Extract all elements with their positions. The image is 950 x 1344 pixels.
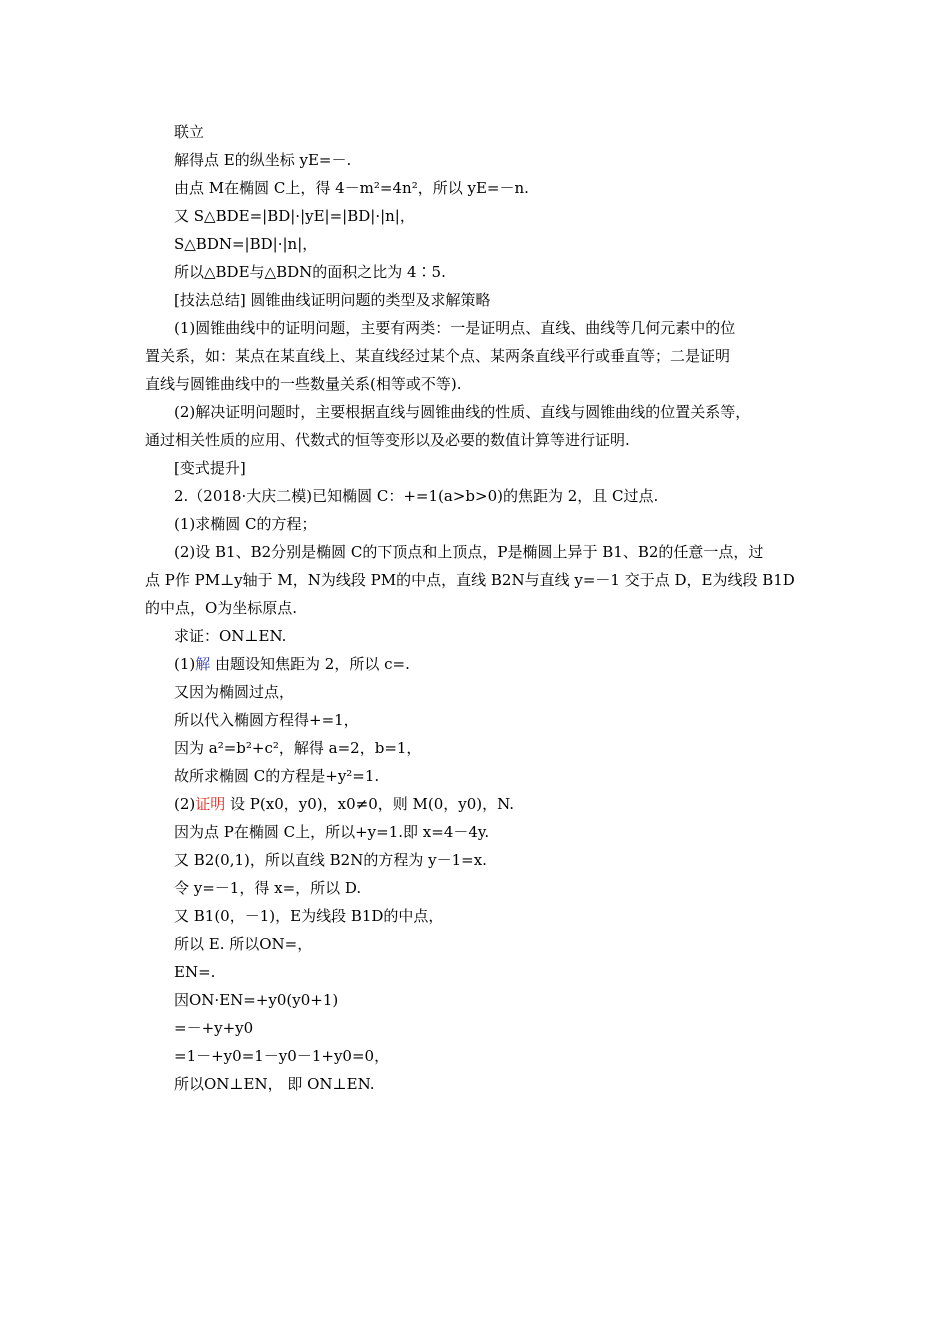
text-line: 置关系，如：某点在某直线上、某直线经过某个点、某两条直线平行或垂直等；二是证明	[145, 347, 731, 365]
text-line: (1)圆锥曲线中的证明问题，主要有两类：一是证明点、直线、曲线等几何元素中的位	[174, 319, 736, 337]
text-line: 所以△BDE与△BDN的面积之比为 4∶5.	[174, 263, 446, 281]
text-line: 令 y=－1，得 x=，所以 D.	[174, 879, 362, 897]
text-line: 的中点，O为坐标原点.	[145, 599, 298, 617]
text-line: 直线与圆锥曲线中的一些数量关系(相等或不等).	[145, 375, 462, 393]
text-line: [变式提升]	[174, 459, 246, 477]
text-line: 又 B1(0，－1)，E为线段 B1D的中点，	[174, 907, 444, 925]
text-line	[174, 654, 410, 674]
text-line: 因ON·EN=+y0(y0+1)	[174, 991, 339, 1009]
text-line: (2)解决证明问题时，主要根据直线与圆锥曲线的性质、直线与圆锥曲线的位置关系等，	[174, 403, 751, 421]
text-line: S△BDN=|BD|·|n|，	[174, 235, 318, 253]
text-line: 2.（2018·大庆二模)已知椭圆 C：+=1(a>b>0)的焦距为 2，且 C过点.	[174, 487, 659, 505]
text-line: (1)求椭圆 C的方程；	[174, 515, 317, 533]
text-line: 所以代入椭圆方程得+=1，	[174, 711, 359, 729]
text-line: 又 B2(0,1)，所以直线 B2N的方程为 y－1=x.	[174, 851, 487, 869]
text-line: 因为点 P在椭圆 C上，所以+y=1.即 x=4－4y.	[174, 823, 490, 841]
text-line: 又因为椭圆过点，	[174, 683, 295, 701]
line-prefix: (2)	[174, 795, 196, 813]
answer-tag: 解	[195, 655, 211, 673]
text-line: 通过相关性质的应用、代数式的恒等变形以及必要的数值计算等进行证明.	[145, 431, 630, 449]
text-line	[174, 794, 514, 814]
text-line: 又 S△BDE=|BD|·|yE|=|BD|·|n|，	[174, 207, 415, 225]
text-line: EN=.	[174, 963, 216, 981]
text-line: 由点 M在椭圆 C上，得 4－m²=4n²，所以 yE=－n.	[174, 179, 529, 197]
text-line: 所以 E. 所以ON=，	[174, 935, 313, 953]
text-line: 解得点 E的纵坐标 yE=－.	[174, 151, 352, 169]
text-line: 求证：ON⊥EN.	[174, 627, 287, 645]
text-line: 故所求椭圆 C的方程是+y²=1.	[174, 767, 380, 785]
line-prefix: (1)	[174, 655, 196, 673]
answer-tag: 证明	[195, 795, 226, 813]
text-line: [技法总结] 圆锥曲线证明问题的类型及求解策略	[174, 291, 491, 309]
text-line: =1－+y0=1－y0－1+y0=0，	[174, 1047, 390, 1065]
text-line: 所以ON⊥EN， 即 ON⊥EN.	[174, 1075, 375, 1093]
text-line: 因为 a²=b²+c²，解得 a=2，b=1，	[174, 739, 422, 757]
text-line: =－+y+y0	[174, 1019, 254, 1037]
line-rest: 由题设知焦距为 2，所以 c=.	[210, 655, 410, 673]
line-rest: 设 P(x0，y0)，x0≠0，则 M(0，y0)，N.	[225, 795, 515, 813]
text-line: 点 P作 PM⊥y轴于 M，N为线段 PM的中点，直线 B2N与直线 y=－1 交于点 D，E为线段 B1D	[145, 571, 795, 589]
text-line: 联立	[174, 123, 205, 141]
text-line: (2)设 B1、B2分别是椭圆 C的下顶点和上顶点，P是椭圆上异于 B1、B2的任意一点，过	[174, 543, 764, 561]
